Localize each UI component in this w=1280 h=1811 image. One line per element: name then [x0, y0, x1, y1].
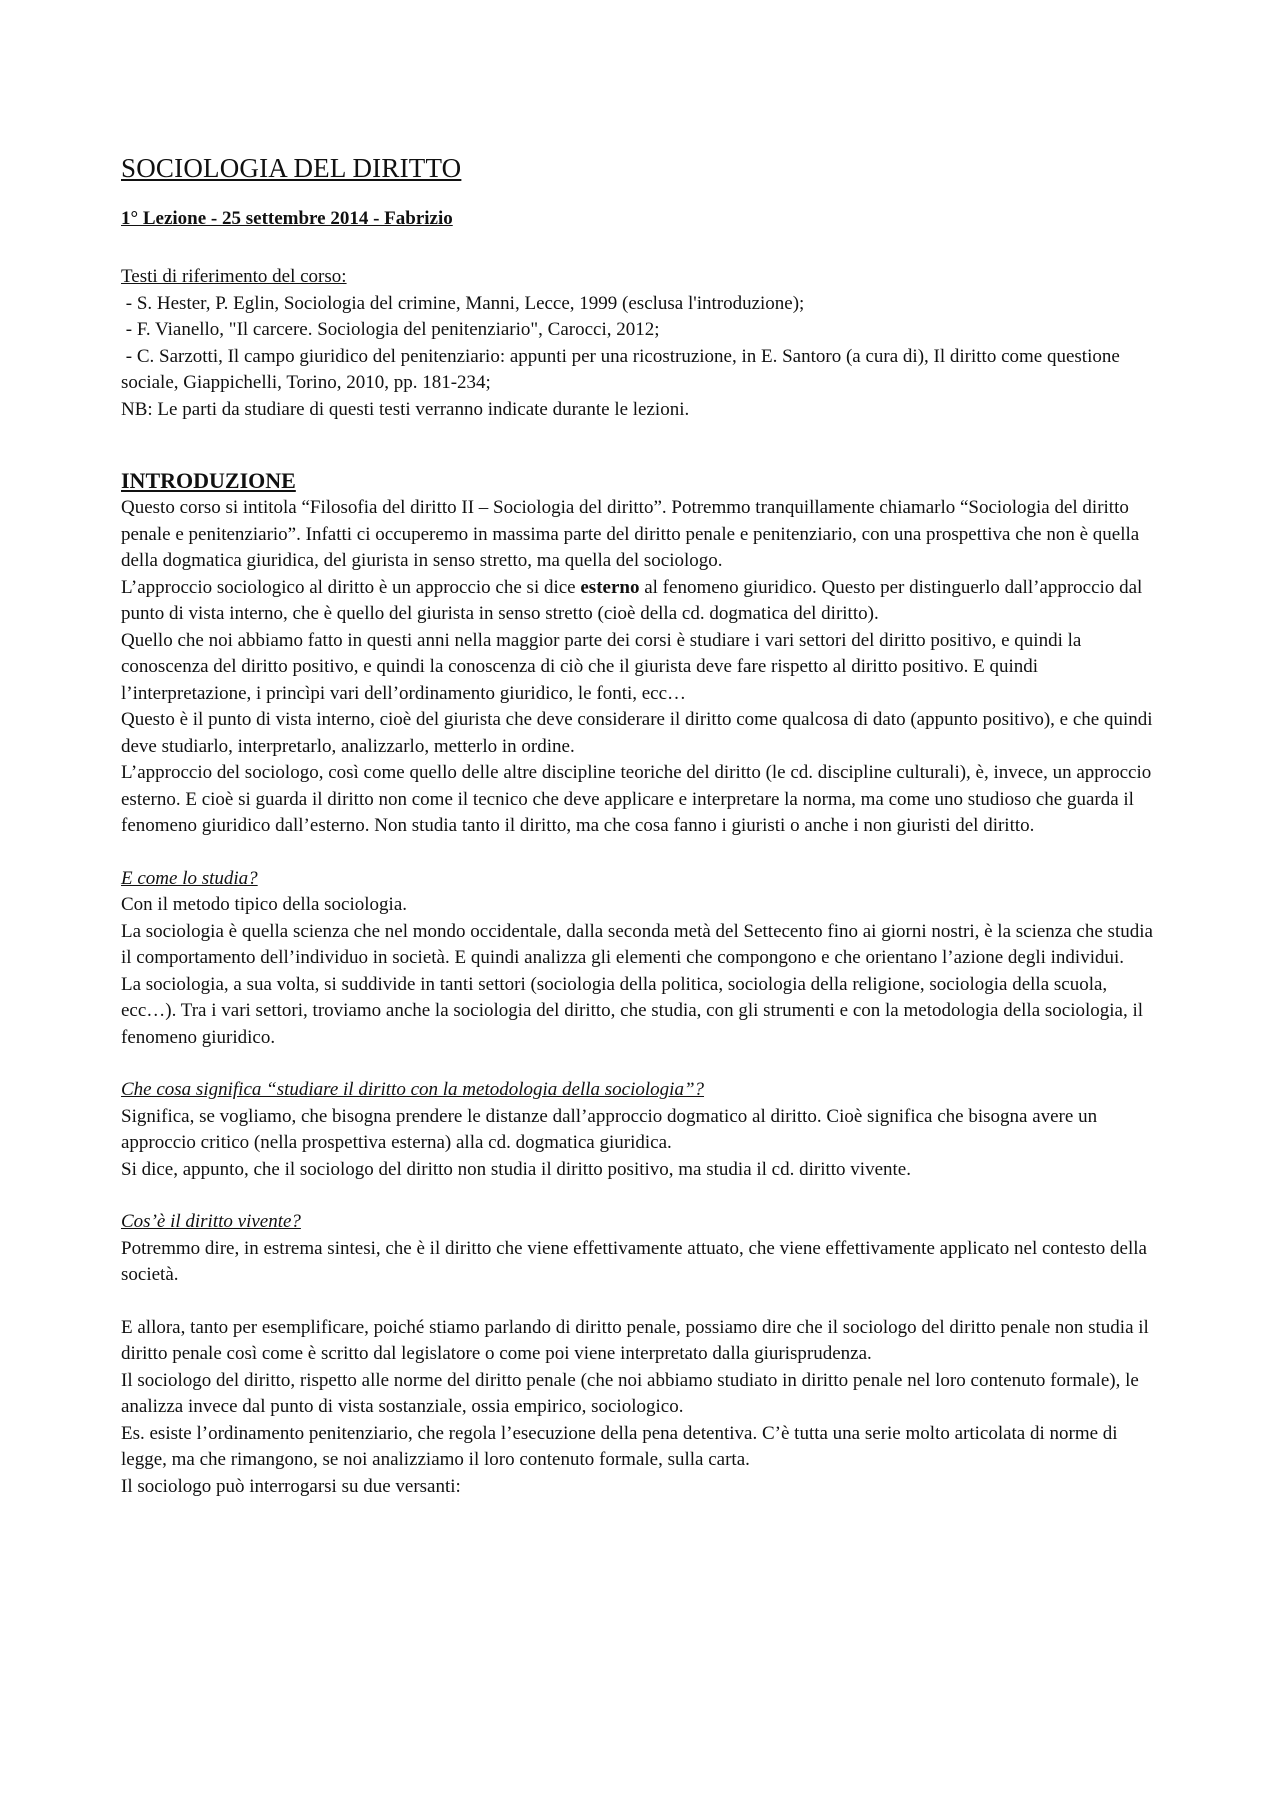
paragraph: Potremmo dire, in estrema sintesi, che è il diritto che viene effettivamente attuato, che viene effettivamente applicato nel contesto della società.	[121, 1237, 1147, 1285]
paragraph: L’approccio del sociologo, così come quello delle altre discipline teoriche del diritto (le cd. discipline culturali), è, invece, un approccio esterno. E cioè si guarda il diritto non come il tecnico che deve applicare e interpretare la norma, ma come uno studioso che guarda il fenomeno giuridico dall’esterno. Non studia tanto il diritto, ma che cosa fanno i giuristi o anche i non giuristi del diritto.	[121, 762, 1152, 836]
paragraph: La sociologia, a sua volta, si suddivide in tanti settori (sociologia della politica, sociologia della religione, sociologia della scuola, ecc…). Tra i vari settori, troviamo anche la sociologia del diritto, che studia, con gli strumenti e con la metodologia della sociologia, il fenomeno giuridico.	[121, 973, 1144, 1048]
paragraph: Questo è il punto di vista interno, cioè del giurista che deve considerare il diritto come qualcosa di dato (appunto positivo), e che quindi deve studiarlo, interpretarlo, analizzarlo, metterlo in ordine.	[121, 709, 1153, 757]
section-heading-introduzione: INTRODUZIONE	[121, 468, 296, 493]
paragraph: Il sociologo può interrogarsi su due versanti:	[121, 1475, 461, 1497]
paragraph: Con il metodo tipico della sociologia.	[121, 894, 408, 915]
paragraph	[121, 575, 1161, 628]
paragraph: Quello che noi abbiamo fatto in questi anni nella maggior parte dei corsi è studiare i vari settori del diritto positivo, e quindi la conoscenza del diritto positivo, e quindi la conoscenza di ciò che il giurista deve fare rispetto al diritto positivo. E quindi l’interpretazione, i princìpi vari dell’ordinamento giuridico, le fonti, ecc…	[121, 629, 1082, 704]
paragraph-text: L’approccio sociologico al diritto è un approccio che si dice	[121, 576, 581, 598]
paragraph: Si dice, appunto, che il sociologo del diritto non studia il diritto positivo, ma studia il cd. diritto vivente.	[121, 1158, 911, 1180]
paragraph: E allora, tanto per esemplificare, poiché stiamo parlando di diritto penale, possiamo dire che il sociologo del diritto penale non studia il diritto penale così come è scritto dal legislatore o come poi viene interpretato dalla giurisprudenza.	[121, 1316, 1149, 1364]
paragraph-gap	[121, 1289, 1161, 1315]
paragraph: La sociologia è quella scienza che nel mondo occidentale, dalla seconda metà del Settecento fino ai giorni nostri, è la scienza che studia il comportamento dell’individuo in società. E quindi analizza gli elementi che compongono e che orientano l’azione degli individui.	[121, 920, 1153, 968]
paragraph: Significa, se vogliamo, che bisogna prendere le distanze dall’approccio dogmatico al diritto. Cioè significa che bisogna avere un approccio critico (nella prospettiva esterna) alla cd. dogmatica giuridica.	[121, 1105, 1098, 1153]
reference-item: - C. Sarzotti, Il campo giuridico del penitenziario: appunti per una ricostruzione, in E. Santoro (a cura di), Il diritto come questione sociale, Giappichelli, Torino, 2010, pp. 181-234;	[121, 345, 1125, 393]
reference-note: NB: Le parti da studiare di questi testi verranno indicate durante le lezioni.	[121, 398, 690, 420]
document-title: SOCIOLOGIA DEL DIRITTO	[121, 153, 462, 183]
bold-term: esterno	[580, 576, 640, 598]
document-page	[121, 150, 1161, 1500]
lesson-title: 1° Lezione - 25 settembre 2014 - Fabrizio	[121, 208, 453, 229]
paragraph: Es. esiste l’ordinamento penitenziario, che regola l’esecuzione della pena detentiva. C’è tutta una serie molto articolata di norme di legge, ma che rimangono, se noi analizziamo il loro contenuto formale, sulla carta.	[121, 1422, 1118, 1470]
paragraph-text: al fenomeno giuridico. Questo per distinguerlo dall’approccio dal punto di vista interno, che è quello del giurista in senso stretto (cioè della cd. dogmatica del diritto).	[121, 576, 1143, 624]
references-block	[121, 264, 1161, 423]
reference-item: - S. Hester, P. Eglin, Sociologia del crimine, Manni, Lecce, 1999 (esclusa l'introduzione);	[121, 292, 805, 314]
question-heading: E come lo studia?	[121, 867, 258, 889]
question-heading: Cos’è il diritto vivente?	[121, 1211, 301, 1232]
references-heading: Testi di riferimento del corso:	[121, 266, 347, 287]
reference-item: - F. Vianello, "Il carcere. Sociologia del penitenziario", Carocci, 2012;	[121, 319, 660, 340]
question-heading: Che cosa significa “studiare il diritto con la metodologia della sociologia”?	[121, 1079, 705, 1100]
paragraph: Il sociologo del diritto, rispetto alle norme del diritto penale (che noi abbiamo studiato in diritto penale nel loro contenuto formale), le analizza invece dal punto di vista sostanziale, ossia empirico, sociologico.	[121, 1369, 1139, 1417]
paragraph: Questo corso si intitola “Filosofia del diritto II – Sociologia del diritto”. Potremmo tranquillamente chiamarlo “Sociologia del diritto penale e penitenziario”. Infatti ci occuperemo in massima parte del diritto penale e penitenziario, con una prospettiva che non è quella della dogmatica giuridica, del giurista in senso stretto, ma quella del sociologo.	[121, 497, 1140, 571]
